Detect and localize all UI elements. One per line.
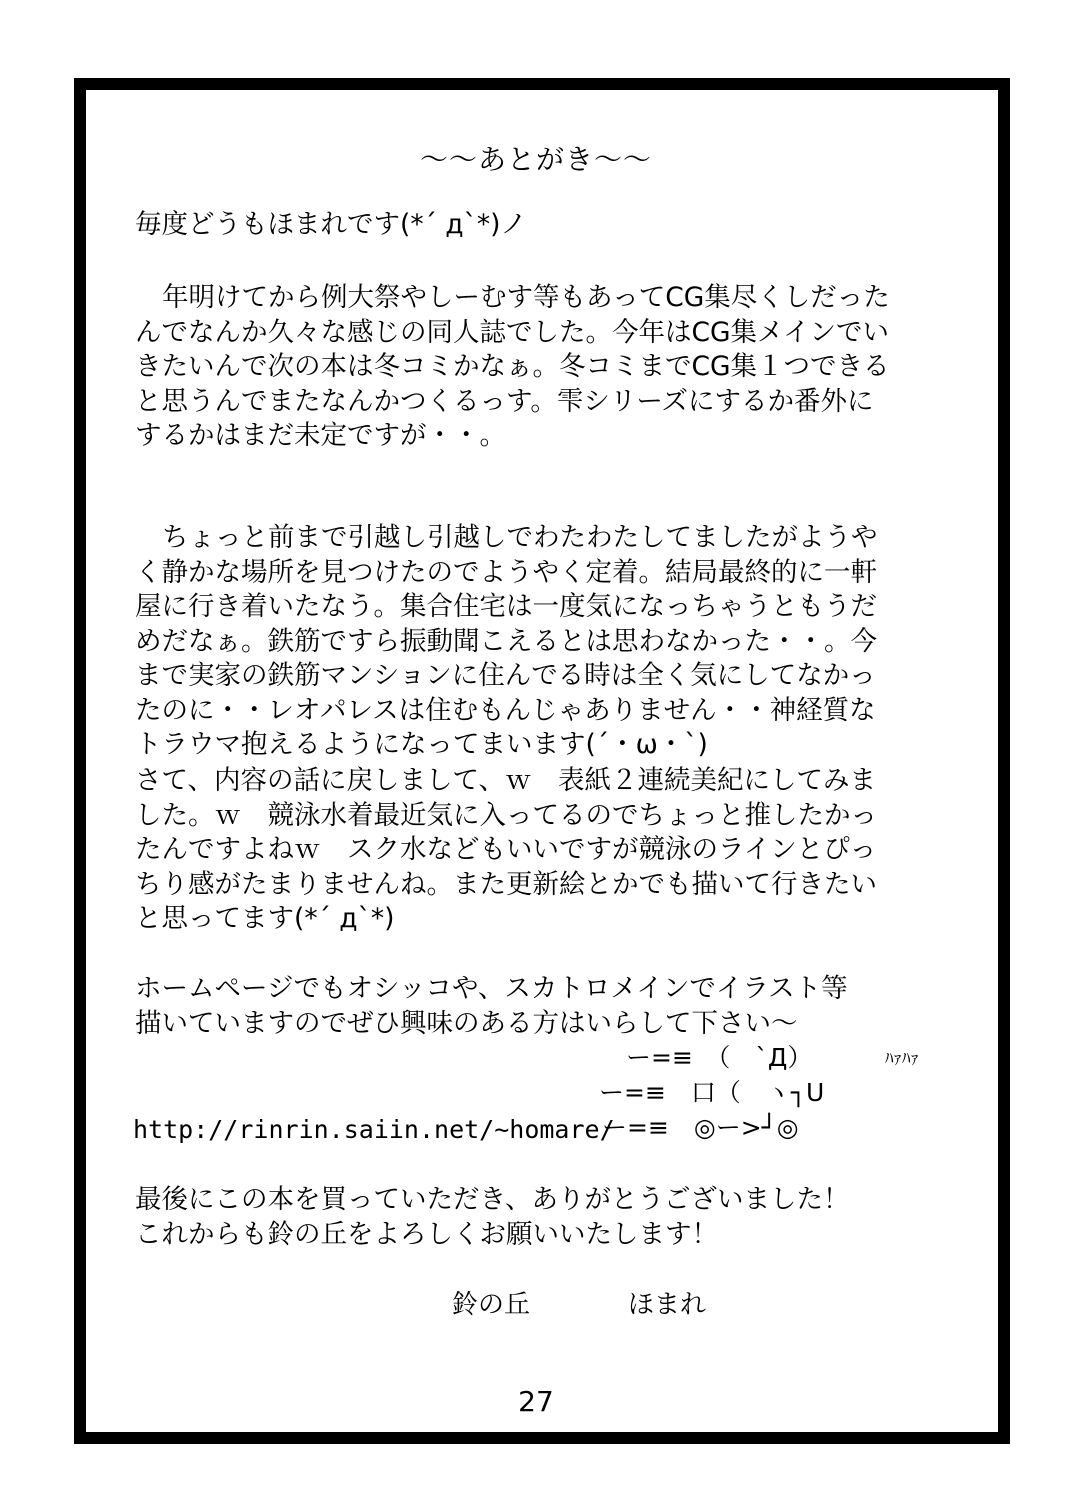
closing-line: 最後にこの本を買っていただき、ありがとうございました！ bbox=[135, 1184, 850, 1215]
paragraph-2-line: 屋に行き着いたなう。集合住宅は一度気になっちゃうともうだ bbox=[135, 591, 877, 622]
author-name: ほまれ bbox=[628, 1290, 707, 1320]
circle-name: 鈴の丘 bbox=[452, 1290, 531, 1320]
paragraph-2 bbox=[135, 521, 878, 763]
homepage-url[interactable]: http://rinrin.saiin.net/~homare/ bbox=[133, 1115, 615, 1144]
page-number: 27 bbox=[518, 1385, 554, 1418]
paragraph-3-line: たんですよねｗ スク水などもいいですが競泳のラインとぴっ bbox=[135, 834, 877, 865]
paragraph-1-line: きたいんで次の本は冬コミかなぁ。冬コミまでCG集１つできる bbox=[135, 351, 890, 382]
ascii-art-line-2: ー=≡ 口（ ヽ┐U bbox=[599, 1078, 825, 1107]
afterword-title: 〜〜あとがき〜〜 bbox=[419, 143, 652, 176]
paragraph-2-line: まで実家の鉄筋マンションに住んでる時は全く気にしてなかっ bbox=[135, 660, 876, 691]
paragraph-2-line: く静かな場所を見つけたのでようやく定着。結局最終的に一軒 bbox=[135, 556, 877, 588]
ascii-art-line-3: ー=≡ ◎ー>┘◎ bbox=[602, 1113, 799, 1142]
ascii-art-panting-text: ﾊｧﾊｧ bbox=[885, 1049, 919, 1069]
paragraph-3 bbox=[135, 764, 877, 937]
paragraph-3-line: した。ｗ 競泳水着最近気に入ってるのでちょっと推したかっ bbox=[135, 799, 877, 831]
paragraph-3-line: と思ってます(*´ д`*) bbox=[135, 903, 395, 934]
paragraph-4 bbox=[135, 972, 848, 1041]
paragraph-2-line: たのに・・レオパレスは住むもんじゃありません・・神経質な bbox=[135, 694, 876, 726]
paragraph-2-line: めだなぁ。鉄筋ですら振動聞こえるとは思わなかった・・。今 bbox=[135, 625, 877, 657]
paragraph-2-line: ちょっと前まで引越し引越しでわたわたしてましたがようや bbox=[162, 522, 878, 553]
paragraph-1-line: んでなんか久々な感じの同人誌でした。今年はCG集メインでい bbox=[135, 316, 890, 348]
closing-message bbox=[135, 1183, 849, 1252]
closing-line: これからも鈴の丘をよろしくお願いいたします！ bbox=[135, 1218, 718, 1250]
paragraph-1-line: 年明けてから例大祭やしーむす等もあってCG集尽くしだった bbox=[162, 282, 890, 313]
paragraph-2-line: トラウマ抱えるようになってまいます(´・ω・`) bbox=[135, 729, 708, 760]
ascii-art-line-1: ー=≡ （ `Д） bbox=[626, 1043, 813, 1072]
paragraph-1-line: と思うんでまたなんかつくるっす。雫シリーズにするか番外に bbox=[135, 385, 874, 417]
paragraph-3-line: さて、内容の話に戻しまして、ｗ 表紙２連続美紀にしてみま bbox=[135, 765, 876, 796]
paragraph-1 bbox=[135, 281, 890, 454]
paragraph-4-line: ホームページでもオシッコや、スカトロメインでイラスト等 bbox=[135, 973, 848, 1004]
paragraph-1-line: するかはまだ未定ですが・・。 bbox=[135, 420, 506, 451]
paragraph-3-line: ちり感がたまりませんね。また更新絵とかでも描いて行きたい bbox=[135, 868, 877, 900]
greeting-text: 毎度どうもほまれです(*´ д`*)ノ bbox=[135, 209, 527, 240]
paragraph-4-line: 描いていますのでぜひ興味のある方はいらして下さい〜 bbox=[135, 1007, 798, 1039]
